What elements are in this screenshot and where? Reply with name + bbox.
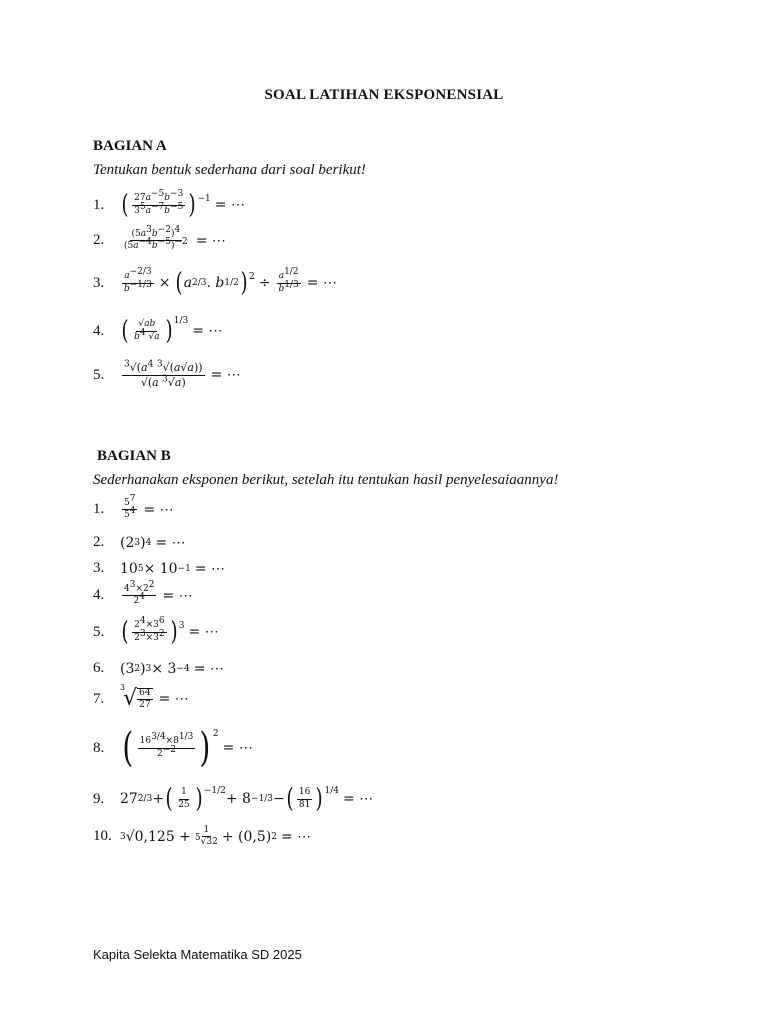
problem-a3 — [93, 267, 337, 298]
problem-number: 6. — [93, 660, 105, 676]
problem-b6 — [93, 660, 224, 677]
math-expression: 3 √0,125 + $\frac{1}{^5√32}$ + (0,5) 2 = ⋯ — [120, 825, 312, 848]
problem-a4 — [93, 318, 222, 344]
problem-b3 — [93, 560, 225, 577]
problem-number: 5. — [93, 623, 105, 640]
math-expression: $\frac{^3√(𝑎^4 ^3√(𝑎√𝑎))}{√(𝑎 ^3√𝑎)}$ = ⋯ — [124, 359, 241, 389]
problem-number: 4. — [93, 587, 105, 604]
math-expression: 10 5 × 10 −1 = ⋯ — [120, 560, 226, 577]
problem-b9 — [93, 786, 373, 812]
math-expression: ( $\frac{27𝑎^{-5}𝑏^{-3}}{3^5𝑎^{-7}𝑏^{-5}}$ ) $^{-1}$ = ⋯ — [121, 189, 245, 220]
math-expression: ( $\frac{16^{3/4}\times 8^{1/3}}{2^{-2}}$ ) $^2$ = ⋯ — [122, 725, 253, 771]
problem-b8 — [93, 725, 253, 771]
section-b-heading: BAGIAN B — [97, 448, 171, 464]
problem-number: 3. — [93, 274, 105, 291]
problem-number: 7. — [93, 690, 105, 707]
problem-number: 4. — [93, 322, 105, 339]
page-title: SOAL LATIHAN EKSPONENSIAL — [264, 87, 504, 103]
problem-b1 — [93, 494, 174, 521]
problem-number: 1. — [93, 501, 105, 518]
math-expression: ( $\frac{\text{√𝑎𝑏}}{𝑏^4 √𝑎}$ ) $^{1/3}$ = ⋯ — [121, 316, 223, 346]
math-expression: $\frac{(5𝑎^3𝑏^{-2})^4}{(5𝑎^{-4}𝑏^{-5})^{-2}}$ = ⋯ — [124, 225, 226, 252]
page-footer: Kapita Selekta Matematika SD 2025 — [93, 947, 302, 962]
problem-b7 — [93, 682, 189, 712]
problem-b10 — [93, 826, 311, 848]
problem-number: 1. — [93, 196, 105, 213]
problem-a1 — [93, 189, 245, 220]
problem-number: 9. — [93, 790, 105, 807]
math-expression: (3 2 ) 3 × 3 −4 = ⋯ — [120, 660, 224, 677]
problem-number: 2. — [93, 232, 105, 249]
problem-a2 — [93, 225, 226, 252]
problem-number: 2. — [93, 534, 105, 550]
section-a-heading: BAGIAN A — [93, 138, 167, 154]
math-expression: ( $\frac{2^4\times 3^6}{2^3\times 3^2}$ ) $^3$ = ⋯ — [121, 616, 219, 647]
section-a-instruction: Tentukan bentuk sederhana dari soal berikut! — [93, 162, 366, 178]
problem-number: 8. — [93, 739, 105, 756]
problem-b4 — [93, 580, 193, 607]
math-expression: $\frac{4^3\times 2^2}{2^4}$ = ⋯ — [124, 580, 193, 607]
math-expression: $\frac{𝑎^{-2/3}}{𝑏^{-1/3}}$ × ( 𝑎 2/3 . 𝑏 1/2 ) $^2$ ÷ $\frac{𝑎^{1/2}}{𝑏^{1/3}}$ = ⋯ — [124, 267, 337, 298]
problem-number: 5. — [93, 366, 105, 383]
problem-a5 — [93, 359, 241, 389]
math-expression: 27 2/3 + ( $\frac{1}{25}$ ) $^{-1/2}$ + 8 −1/3 − ( $\frac{16}{81}$ ) $^{1/4}$ = ⋯ — [120, 784, 374, 814]
problem-b5 — [93, 616, 219, 647]
problem-number: 10. — [93, 828, 112, 845]
math-expression: 3 √ $\frac{64}{27}$ = ⋯ — [120, 682, 189, 712]
section-b-instruction: Sederhanakan eksponen berikut, setelah itu tentukan hasil penyelesaiaannya! — [93, 472, 559, 488]
math-expression: $\frac{5^7}{5^4}$ = ⋯ — [124, 494, 174, 521]
problem-number: 3. — [93, 560, 105, 576]
problem-b2 — [93, 534, 186, 551]
math-expression: (2 3 ) 4 = ⋯ — [120, 534, 186, 551]
